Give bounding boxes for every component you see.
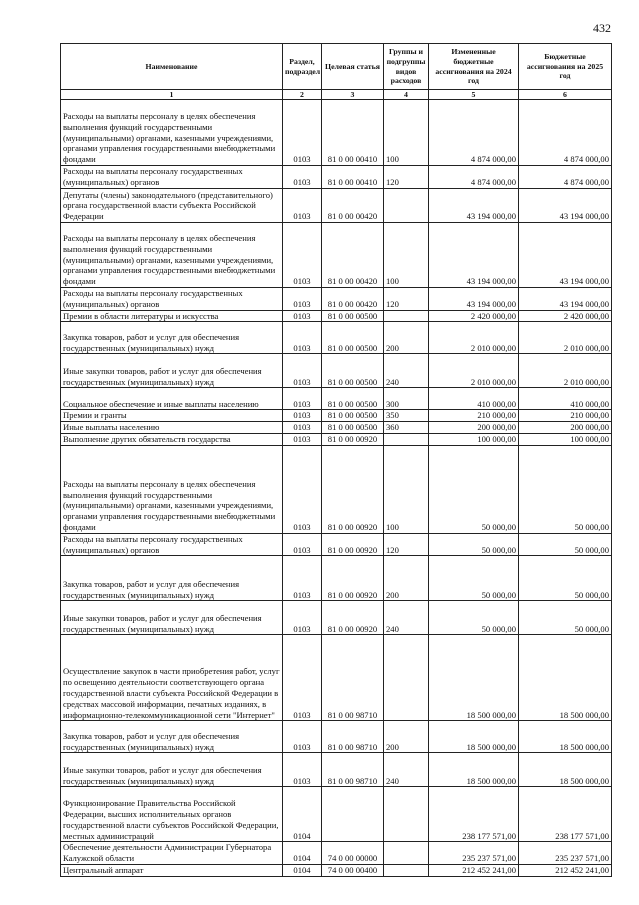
row-section: 0103 [283, 100, 322, 166]
row-target-article: 81 0 00 00920 [322, 601, 384, 635]
header-section: Раздел, подраздел [283, 44, 322, 90]
row-amount-2024: 238 177 571,00 [429, 787, 519, 842]
table-row [61, 189, 612, 223]
row-amount-2024: 200 000,00 [429, 422, 519, 434]
row-target-article: 81 0 00 00410 [322, 166, 384, 189]
row-section: 0103 [283, 721, 322, 753]
row-amount-2024: 210 000,00 [429, 410, 519, 422]
row-expense-group [384, 310, 429, 322]
header-target: Целевая статья [322, 44, 384, 90]
row-target-article: 81 0 00 98710 [322, 753, 384, 787]
row-section: 0103 [283, 223, 322, 288]
table-row [61, 288, 612, 311]
row-target-article: 81 0 00 00500 [322, 410, 384, 422]
row-expense-group [384, 635, 429, 721]
row-amount-2024: 50 000,00 [429, 601, 519, 635]
row-amount-2024: 43 194 000,00 [429, 223, 519, 288]
row-amount-2024: 2 010 000,00 [429, 322, 519, 354]
row-name: Иные выплаты населению [61, 422, 283, 434]
row-name: Иные закупки товаров, работ и услуг для обеспечения государственных (муниципальных) нужд [61, 753, 283, 787]
row-target-article: 81 0 00 98710 [322, 635, 384, 721]
row-amount-2024: 18 500 000,00 [429, 635, 519, 721]
row-target-article: 81 0 00 00500 [322, 310, 384, 322]
column-number: 3 [322, 90, 384, 100]
row-amount-2025: 18 500 000,00 [519, 721, 612, 753]
row-name: Расходы на выплаты персоналу в целях обеспечения выполнения функций государственными (муниципальными) органами, казенными учреждениями, органами управления государственными внебюджетными фондами [61, 223, 283, 288]
row-amount-2025: 2 010 000,00 [519, 322, 612, 354]
row-section: 0103 [283, 601, 322, 635]
row-amount-2025: 50 000,00 [519, 445, 612, 533]
row-amount-2025: 50 000,00 [519, 556, 612, 601]
row-amount-2024: 43 194 000,00 [429, 288, 519, 311]
row-section: 0103 [283, 288, 322, 311]
row-name: Премии и гранты [61, 410, 283, 422]
row-name: Депутаты (члены) законодательного (представительного) органа государственной власти субъекта Российской Федерации [61, 189, 283, 223]
row-expense-group [384, 433, 429, 445]
row-expense-group: 300 [384, 388, 429, 410]
row-amount-2025: 100 000,00 [519, 433, 612, 445]
column-number: 6 [519, 90, 612, 100]
row-section: 0103 [283, 166, 322, 189]
row-amount-2025: 2 420 000,00 [519, 310, 612, 322]
row-amount-2025: 238 177 571,00 [519, 787, 612, 842]
row-name: Иные закупки товаров, работ и услуг для обеспечения государственных (муниципальных) нужд [61, 601, 283, 635]
row-name: Иные закупки товаров, работ и услуг для обеспечения государственных (муниципальных) нужд [61, 354, 283, 388]
table-row [61, 787, 612, 842]
row-amount-2024: 100 000,00 [429, 433, 519, 445]
row-target-article: 74 0 00 00400 [322, 864, 384, 876]
row-section: 0103 [283, 753, 322, 787]
row-amount-2025: 410 000,00 [519, 388, 612, 410]
row-amount-2025: 2 010 000,00 [519, 354, 612, 388]
row-expense-group: 100 [384, 100, 429, 166]
row-amount-2025: 210 000,00 [519, 410, 612, 422]
table-row [61, 166, 612, 189]
budget-table [60, 43, 612, 877]
row-name: Обеспечение деятельности Администрации Губернатора Калужской области [61, 842, 283, 865]
header-assign-2025: Бюджетные ассигнования на 2025 год [519, 44, 612, 90]
row-name: Центральный аппарат [61, 864, 283, 876]
row-expense-group: 100 [384, 445, 429, 533]
row-expense-group: 360 [384, 422, 429, 434]
header-name: Наименование [61, 44, 283, 90]
row-expense-group: 120 [384, 533, 429, 556]
row-amount-2025: 18 500 000,00 [519, 753, 612, 787]
row-section: 0103 [283, 410, 322, 422]
row-amount-2025: 18 500 000,00 [519, 635, 612, 721]
row-target-article: 81 0 00 00920 [322, 556, 384, 601]
header-groups: Группы и подгруппы видов расходов [384, 44, 429, 90]
row-name: Закупка товаров, работ и услуг для обеспечения государственных (муниципальных) нужд [61, 556, 283, 601]
row-target-article: 81 0 00 00920 [322, 445, 384, 533]
row-section: 0103 [283, 556, 322, 601]
row-amount-2024: 18 500 000,00 [429, 721, 519, 753]
row-target-article: 81 0 00 00420 [322, 223, 384, 288]
row-target-article: 81 0 00 00500 [322, 388, 384, 410]
row-name: Функционирование Правительства Российской Федерации, высших исполнительных органов государственной власти субъектов Российской Федерации, местных администраций [61, 787, 283, 842]
row-section: 0103 [283, 433, 322, 445]
row-section: 0103 [283, 322, 322, 354]
row-amount-2025: 43 194 000,00 [519, 189, 612, 223]
row-expense-group: 200 [384, 721, 429, 753]
column-number: 5 [429, 90, 519, 100]
row-name: Расходы на выплаты персоналу государственных (муниципальных) органов [61, 166, 283, 189]
row-expense-group: 240 [384, 753, 429, 787]
table-row [61, 533, 612, 556]
row-name: Расходы на выплаты персоналу в целях обеспечения выполнения функций государственными (муниципальными) органами, казенными учреждениями, органами управления государственными внебюджетными фондами [61, 445, 283, 533]
header-row [61, 44, 612, 90]
row-expense-group: 200 [384, 322, 429, 354]
row-amount-2025: 4 874 000,00 [519, 100, 612, 166]
table-row [61, 310, 612, 322]
row-target-article: 81 0 00 98710 [322, 721, 384, 753]
header-amended-2024: Измененные бюджетные ассигнования на 2024 год [429, 44, 519, 90]
table-row [61, 842, 612, 865]
row-amount-2025: 50 000,00 [519, 601, 612, 635]
row-name: Социальное обеспечение и иные выплаты населению [61, 388, 283, 410]
row-amount-2024: 18 500 000,00 [429, 753, 519, 787]
page-number: 432 [593, 21, 611, 35]
row-target-article: 81 0 00 00920 [322, 533, 384, 556]
row-section: 0103 [283, 445, 322, 533]
row-expense-group: 200 [384, 556, 429, 601]
row-amount-2025: 212 452 241,00 [519, 864, 612, 876]
row-expense-group [384, 189, 429, 223]
row-amount-2024: 4 874 000,00 [429, 166, 519, 189]
row-amount-2024: 50 000,00 [429, 556, 519, 601]
row-target-article [322, 787, 384, 842]
row-name: Расходы на выплаты персоналу государственных (муниципальных) органов [61, 288, 283, 311]
row-expense-group [384, 787, 429, 842]
row-amount-2025: 200 000,00 [519, 422, 612, 434]
row-target-article: 81 0 00 00420 [322, 288, 384, 311]
row-expense-group: 240 [384, 601, 429, 635]
row-amount-2024: 50 000,00 [429, 445, 519, 533]
table-row [61, 322, 612, 354]
row-expense-group: 100 [384, 223, 429, 288]
row-expense-group [384, 864, 429, 876]
table-row [61, 864, 612, 876]
row-amount-2024: 2 420 000,00 [429, 310, 519, 322]
table-row [61, 354, 612, 388]
row-amount-2024: 235 237 571,00 [429, 842, 519, 865]
column-number-row [61, 90, 612, 100]
row-target-article: 81 0 00 00920 [322, 433, 384, 445]
row-amount-2024: 2 010 000,00 [429, 354, 519, 388]
row-section: 0104 [283, 864, 322, 876]
row-target-article: 74 0 00 00000 [322, 842, 384, 865]
row-name: Закупка товаров, работ и услуг для обеспечения государственных (муниципальных) нужд [61, 721, 283, 753]
row-amount-2024: 410 000,00 [429, 388, 519, 410]
table-row [61, 635, 612, 721]
row-amount-2025: 43 194 000,00 [519, 288, 612, 311]
row-amount-2025: 235 237 571,00 [519, 842, 612, 865]
row-section: 0103 [283, 422, 322, 434]
table-row [61, 422, 612, 434]
row-target-article: 81 0 00 00500 [322, 354, 384, 388]
row-amount-2024: 212 452 241,00 [429, 864, 519, 876]
row-section: 0104 [283, 787, 322, 842]
row-expense-group: 350 [384, 410, 429, 422]
row-section: 0103 [283, 533, 322, 556]
table-row [61, 556, 612, 601]
row-amount-2024: 50 000,00 [429, 533, 519, 556]
table-row [61, 410, 612, 422]
table-row [61, 223, 612, 288]
row-target-article: 81 0 00 00500 [322, 422, 384, 434]
row-section: 0103 [283, 635, 322, 721]
row-section: 0103 [283, 310, 322, 322]
row-amount-2025: 4 874 000,00 [519, 166, 612, 189]
column-number: 1 [61, 90, 283, 100]
table-row [61, 433, 612, 445]
row-target-article: 81 0 00 00500 [322, 322, 384, 354]
table-row [61, 601, 612, 635]
row-name: Выполнение других обязательств государства [61, 433, 283, 445]
table-row [61, 753, 612, 787]
column-number: 2 [283, 90, 322, 100]
row-amount-2024: 43 194 000,00 [429, 189, 519, 223]
table-row [61, 445, 612, 533]
row-expense-group: 240 [384, 354, 429, 388]
row-amount-2025: 43 194 000,00 [519, 223, 612, 288]
row-amount-2024: 4 874 000,00 [429, 100, 519, 166]
row-name: Премии в области литературы и искусства [61, 310, 283, 322]
row-target-article: 81 0 00 00420 [322, 189, 384, 223]
row-name: Расходы на выплаты персоналу в целях обеспечения выполнения функций государственными (муниципальными) органами, казенными учреждениями, органами управления государственными внебюджетными фондами [61, 100, 283, 166]
row-amount-2025: 50 000,00 [519, 533, 612, 556]
row-name: Осуществление закупок в части приобретения работ, услуг по освещению деятельности соответствующего органа государственной власти субъекта Российской Федерации в средствах массовой информации, печатных изданиях, в информационно-телекоммуникационной сети "Интернет" [61, 635, 283, 721]
row-section: 0104 [283, 842, 322, 865]
row-section: 0103 [283, 189, 322, 223]
row-name: Закупка товаров, работ и услуг для обеспечения государственных (муниципальных) нужд [61, 322, 283, 354]
row-expense-group: 120 [384, 166, 429, 189]
row-target-article: 81 0 00 00410 [322, 100, 384, 166]
table-row [61, 388, 612, 410]
row-name: Расходы на выплаты персоналу государственных (муниципальных) органов [61, 533, 283, 556]
column-number: 4 [384, 90, 429, 100]
row-expense-group [384, 842, 429, 865]
table-row [61, 100, 612, 166]
table-row [61, 721, 612, 753]
row-section: 0103 [283, 388, 322, 410]
row-section: 0103 [283, 354, 322, 388]
row-expense-group: 120 [384, 288, 429, 311]
